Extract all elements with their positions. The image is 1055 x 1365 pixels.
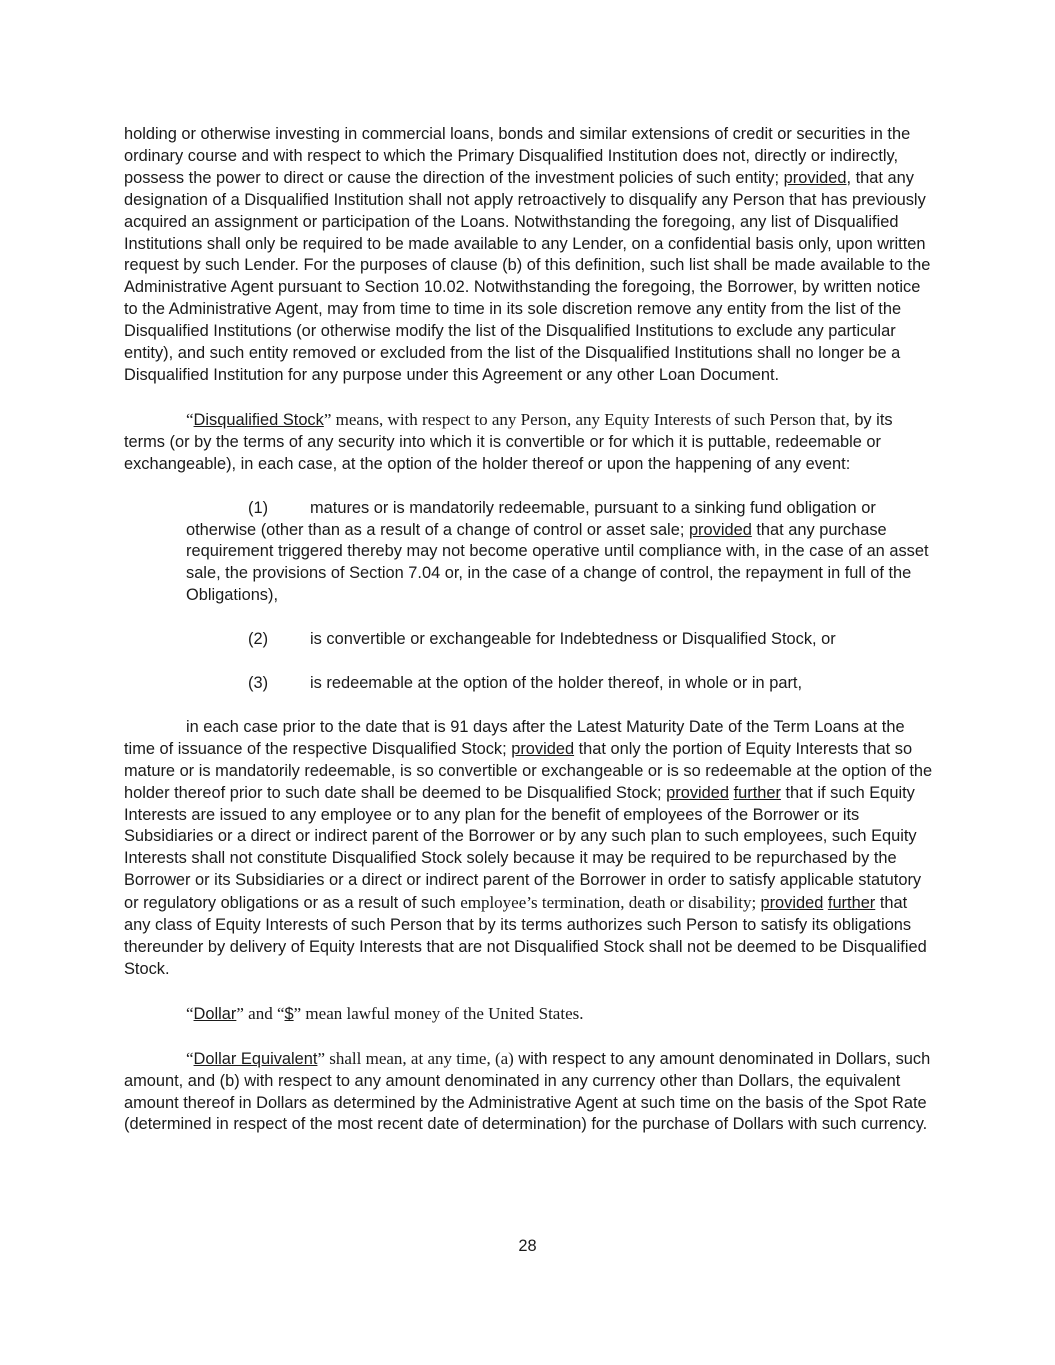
text-segment: holding or otherwise investing in commercial loans, bonds and similar extensions of credit or securities in the ordinary course and with respect to which the Primary Disqualified Institution does not, directly or indirectly, possess the power to direct or cause the direction of the investment policies of such entity; [124,125,911,187]
text-segment: ” shall mean, at any time, (a) [317,1048,514,1068]
defined-term-disqualified-stock: Disqualified Stock [193,410,324,429]
text-segment: ” and “ [236,1003,285,1023]
underlined-term-provided: provided [666,783,729,802]
open-quote: “ [186,1048,194,1068]
clause-3 [248,673,934,695]
defined-term-dollar: Dollar [193,1004,237,1023]
text-segment: matures or is mandatorily redeemable, pursuant to a sinking fund obligation or otherwise (other than as a result of a change of control or asset sale; [186,498,876,539]
text-segment: ” means, with respect to any Person, any Equity Interests of such Person that, [323,409,850,429]
underlined-term-provided: provided [760,894,824,913]
clause-2 [248,629,934,651]
text-segment: employee’s termination, death or disability; [460,893,761,913]
underlined-term-provided: provided [688,520,752,539]
text-segment: , that any designation of a Disqualified Institution shall not apply retroactively to disqualify any Person that has previously acquired an assignment or participation of the Loans. Notwithstanding the foregoing, any list of Disqualified Institutions shall only be required to be made available to any Lender, on a confidential basis only, upon written request by such Lender. For the purposes of clause (b) of this definition, such list shall be made available to the Administrative Agent pursuant to Section 10.02. Notwithstanding the foregoing, the Borrower, by written notice to the Administrative Agent, may from time to time in its sole discretion remove any entity from the list of the Disqualified Institutions (or otherwise modify the list of the Disqualified Institutions to exclude any particular entity), and such entity removed or excluded from the list of the Disqualified Institutions shall no longer be a Disqualified Institution for any purpose under this Agreement or any other Loan Document. [124,168,931,384]
open-quote: “ [186,409,194,429]
definition-disqualified-stock [124,409,934,476]
text-segment: that if such Equity Interests are issued to any employee or to any plan for the benefit of employees of the Borrower or its Subsidiaries or a direct or indirect parent of the Borrower or by any such plan to such employees, such Equity Interests shall not constitute Disqualified Stock solely because it may be required to be repurchased by the Borrower or its Subsidiaries or a direct or indirect parent of the Borrower in order to satisfy applicable statutory or regulatory obligations or as a result of such [124,783,922,913]
text-segment: in each case prior to the date that is 91 days after the Latest Maturity Date of the Term Loans at the time of issuance of the respective Disqualified Stock; [124,717,905,758]
clause-number: (3) [248,674,269,693]
clause-text: is convertible or exchangeable for Indebtedness or Disqualified Stock, or [310,630,836,649]
underlined-term-provided: provided [511,739,575,758]
text-segment: that any purchase requirement triggered thereby may not become operative until compliance with, in the case of an asset sale, the provisions of Section 7.04 or, in the case of a change of control, the repayment in full of the Obligations), [186,520,929,605]
definition-dollar-equivalent [124,1048,934,1137]
clause-number: (2) [248,630,269,649]
open-quote: “ [186,1003,194,1023]
defined-term-dollar-equivalent: Dollar Equivalent [193,1049,318,1068]
underlined-term-further: further [733,783,781,802]
text-segment: ” mean lawful money of the United States. [293,1003,584,1023]
text-segment: that any class of Equity Interests of such Person that by its terms authorizes such Person to satisfy its obligations thereunder by delivery of Equity Interests that are not Disqualified Stock shall not be deemed to be Disqualified Stock. [124,894,927,978]
underlined-term-provided: provided [783,168,847,187]
page-number: 28 [518,1237,537,1255]
defined-term-dollar-sign: $ [284,1004,294,1023]
clause-text: is redeemable at the option of the holder thereof, in whole or in part, [310,674,803,693]
text-segment: that only the portion of Equity Interests that so mature or is mandatorily redeemable, is so convertible or exchangeable or is so redeemable at the option of the holder thereof prior to such date shall be deemed to be Disqualified Stock; [124,739,933,802]
text-segment: by its terms (or by the terms of any security into which it is convertible or for which it is puttable, redeemable or exchangeable), in each case, at the option of the holder thereof or upon the happening of any event: [124,410,893,473]
underlined-term-further: further [827,894,876,913]
clause-number: (1) [248,498,269,517]
text-segment: with respect to any amount denominated in Dollars, such amount, and (b) with respect to any amount denominated in any currency other than Dollars, the equivalent amount thereof in Dollars as determined by the Administrative Agent at such time on the basis of the Spot Rate (determined in respect of the most recent date of determination) for the purchase of Dollars with such currency. [124,1049,931,1134]
paragraph-disqualified-institution-continued [124,124,934,387]
document-page [124,124,934,1158]
paragraph-disqualified-stock-continued [124,717,934,981]
definition-dollar [124,1003,934,1026]
clause-1 [186,498,934,608]
